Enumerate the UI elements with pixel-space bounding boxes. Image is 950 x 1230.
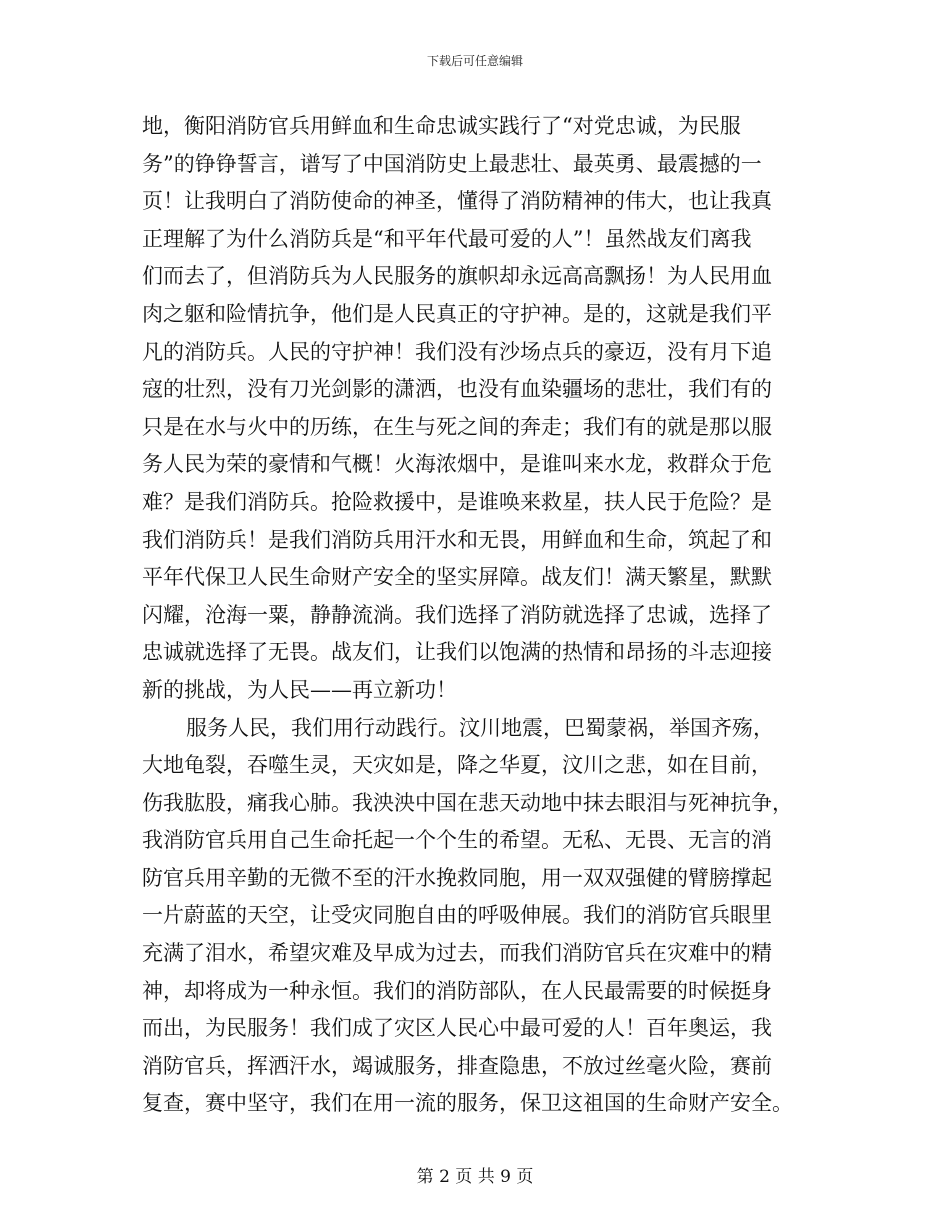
text-line: 我消防官兵用自己生命托起一个个生的希望。无私、无畏、无言的消	[142, 828, 772, 853]
document-body	[142, 108, 812, 1123]
text-line: 凡的消防兵。人民的守护神！我们没有沙场点兵的豪迈，没有月下追	[142, 339, 772, 364]
text-line: 们而去了，但消防兵为人民服务的旗帜却永远高高飘扬！为人民用血	[142, 264, 772, 289]
text-line: 务人民为荣的豪情和气概！火海浓烟中，是谁叫来水龙，救群众于危	[142, 452, 772, 477]
text-line: 大地龟裂，吞噬生灵，天灾如是，降之华夏，汶川之悲，如在目前，	[142, 753, 772, 778]
text-line: 务”的铮铮誓言，谱写了中国消防史上最悲壮、最英勇、最震撼的一	[142, 151, 762, 176]
text-line: 而出，为民服务！我们成了灾区人民心中最可爱的人！百年奥运，我	[142, 1016, 772, 1041]
page-header: 下载后可任意编辑	[426, 54, 523, 68]
text-line: 页！让我明白了消防使命的神圣，懂得了消防精神的伟大，也让我真	[142, 189, 772, 214]
text-line: 新的挑战，为人民——再立新功！	[142, 677, 457, 702]
text-line: 寇的壮烈，没有刀光剑影的潇洒，也没有血染疆场的悲壮，我们有的	[142, 377, 772, 402]
page-number-footer: 第 2 页 共 9 页	[416, 1167, 534, 1187]
text-line: 防官兵用辛勤的无微不至的汗水挽救同胞，用一双双强健的臂膀撑起	[142, 865, 772, 890]
text-line: 一片蔚蓝的天空，让受灾同胞自由的呼吸伸展。我们的消防官兵眼里	[142, 903, 772, 928]
text-line: 充满了泪水，希望灾难及早成为过去，而我们消防官兵在灾难中的精	[142, 941, 772, 966]
text-line: 消防官兵，挥洒汗水，竭诚服务，排查隐患，不放过丝毫火险，赛前	[142, 1053, 772, 1078]
text-line: 忠诚就选择了无畏。战友们，让我们以饱满的热情和昂扬的斗志迎接	[142, 640, 772, 665]
text-line: 闪耀，沧海一粟，静静流淌。我们选择了消防就选择了忠诚，选择了	[142, 602, 772, 627]
text-line: 地，衡阳消防官兵用鲜血和生命忠诚实践行了“对党忠诚，为民服	[142, 114, 741, 138]
text-line: 平年代保卫人民生命财产安全的坚实屏障。战友们！满天繁星，默默	[142, 565, 772, 590]
text-line: 正理解了为什么消防兵是“和平年代最可爱的人”！虽然战友们离我	[142, 226, 752, 251]
text-line: 肉之躯和险情抗争，他们是人民真正的守护神。是的，这就是我们平	[142, 301, 772, 326]
text-line: 难？是我们消防兵。抢险救援中，是谁唤来救星，扶人民于危险？是	[142, 489, 772, 514]
text-line: 我们消防兵！是我们消防兵用汗水和无畏，用鲜血和生命，筑起了和	[142, 527, 772, 552]
paragraph-start-line: 服务人民，我们用行动践行。汶川地震，巴蜀蒙祸，举国齐殇，	[186, 715, 774, 740]
text-line: 只是在水与火中的历练，在生与死之间的奔走；我们有的就是那以服	[142, 414, 772, 439]
text-line: 神，却将成为一种永恒。我们的消防部队，在人民最需要的时候挺身	[142, 978, 772, 1003]
text-line: 复查，赛中坚守，我们在用一流的服务，保卫这祖国的生命财产安全。	[142, 1091, 793, 1116]
text-line: 伤我肱股，痛我心肺。我泱泱中国在悲天动地中抹去眼泪与死神抗争，	[142, 790, 793, 815]
